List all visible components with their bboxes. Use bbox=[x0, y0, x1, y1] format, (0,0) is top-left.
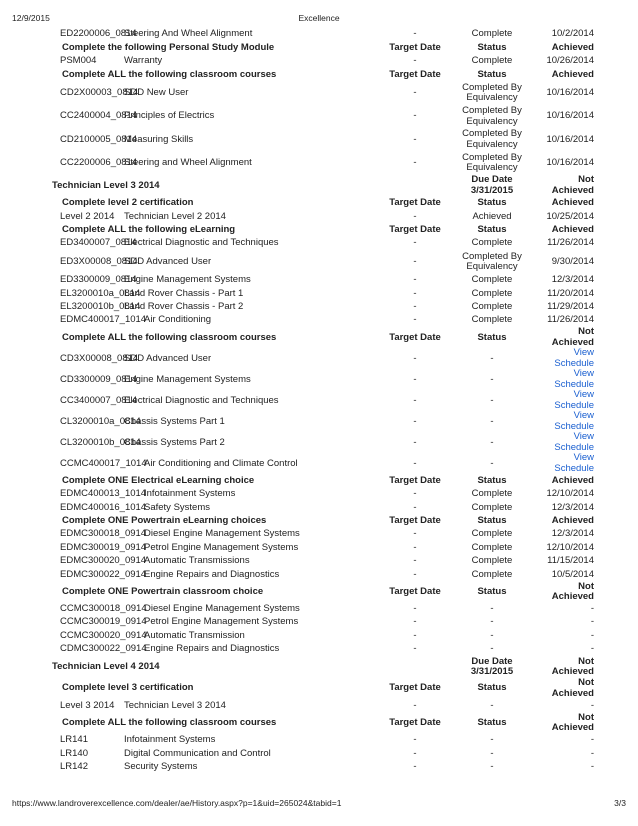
course-name: Automatic Transmissions bbox=[144, 555, 250, 567]
course-row bbox=[48, 411, 604, 432]
course-status: Complete bbox=[471, 541, 513, 553]
course-code: ED3300009_0814 bbox=[60, 274, 137, 286]
status-header: Status bbox=[477, 716, 507, 728]
course-code: CC3400007_0814 bbox=[60, 394, 138, 406]
status-header: Status bbox=[477, 68, 507, 80]
course-status: - bbox=[490, 457, 494, 469]
target-date-header: Target Date bbox=[389, 331, 441, 343]
training-history-table bbox=[48, 28, 604, 774]
course-row bbox=[48, 568, 604, 581]
course-status: - bbox=[490, 436, 494, 448]
course-cell bbox=[48, 287, 378, 300]
target-date-header: Target Date bbox=[389, 515, 441, 527]
level-title: Technician Level 3 2014 bbox=[52, 179, 160, 191]
requirement-title: Complete ONE Powertrain classroom choice bbox=[62, 585, 264, 597]
course-row bbox=[48, 55, 604, 68]
course-status: - bbox=[490, 760, 494, 772]
requirement-result: Achieved bbox=[551, 224, 594, 236]
target-date-header: Target Date bbox=[389, 68, 441, 80]
course-status: Complete bbox=[471, 237, 513, 249]
course-row bbox=[48, 28, 604, 41]
course-status: Achieved bbox=[472, 210, 512, 222]
course-status: Completed By Equivalency bbox=[462, 105, 522, 127]
course-name: Steering And Wheel Alignment bbox=[124, 28, 253, 40]
course-completion-date: 10/16/2014 bbox=[546, 110, 594, 122]
target-date-header: Target Date bbox=[389, 585, 441, 597]
status-header: Status bbox=[477, 515, 507, 527]
course-target-date: - bbox=[413, 555, 417, 567]
course-target-date: - bbox=[413, 352, 417, 364]
requirement-result: Not Achieved bbox=[551, 580, 594, 603]
course-completion-date: 10/16/2014 bbox=[546, 87, 594, 99]
course-status: - bbox=[490, 643, 494, 655]
course-code: LR142 bbox=[60, 760, 88, 772]
course-target-date: - bbox=[413, 734, 417, 746]
course-row bbox=[48, 287, 604, 300]
view-schedule-link[interactable]: View Schedule bbox=[554, 431, 594, 453]
course-code: CC2200006_0814 bbox=[60, 156, 138, 168]
course-row bbox=[48, 274, 604, 287]
course-target-date: - bbox=[413, 394, 417, 406]
level-title: Technician Level 4 2014 bbox=[52, 660, 160, 672]
course-name: Security Systems bbox=[124, 760, 198, 772]
course-status: Complete bbox=[471, 528, 513, 540]
requirement-title: Complete the following Personal Study Module bbox=[62, 41, 275, 53]
requirement-header-row bbox=[48, 327, 604, 348]
target-date-header: Target Date bbox=[389, 716, 441, 728]
course-code: CL3200010a_0814 bbox=[60, 415, 141, 427]
course-completion-date: 10/16/2014 bbox=[546, 156, 594, 168]
course-completion-date: 12/10/2014 bbox=[546, 541, 594, 553]
course-completion-date: 12/3/2014 bbox=[551, 528, 594, 540]
requirement-header-row bbox=[48, 68, 604, 81]
course-code: CD2X00003_0814 bbox=[60, 87, 139, 99]
course-target-date: - bbox=[413, 488, 417, 500]
course-completion-date: - bbox=[590, 747, 594, 759]
course-cell bbox=[48, 348, 378, 369]
course-name: Infotainment Systems bbox=[144, 488, 236, 500]
course-row bbox=[48, 616, 604, 629]
course-row bbox=[48, 760, 604, 773]
requirement-result: Achieved bbox=[551, 41, 594, 53]
status-header: Status bbox=[477, 331, 507, 343]
course-cell bbox=[48, 411, 378, 432]
level-due-date: Due Date 3/31/2015 bbox=[470, 174, 514, 196]
course-target-date: - bbox=[413, 415, 417, 427]
course-name: Land Rover Chassis - Part 1 bbox=[124, 287, 244, 299]
course-status: - bbox=[490, 394, 494, 406]
requirement-header-row bbox=[48, 224, 604, 237]
course-target-date: - bbox=[413, 603, 417, 615]
course-cell bbox=[48, 747, 378, 760]
course-code: EDMC400016_1014 bbox=[60, 501, 147, 513]
course-target-date: - bbox=[413, 373, 417, 385]
level-spacer bbox=[378, 175, 452, 197]
course-target-date: - bbox=[413, 255, 417, 267]
course-status: Completed By Equivalency bbox=[462, 151, 522, 174]
course-row bbox=[48, 432, 604, 453]
course-row bbox=[48, 152, 604, 175]
course-target-date: - bbox=[413, 301, 417, 312]
course-status: - bbox=[490, 734, 494, 746]
requirement-result: Achieved bbox=[551, 515, 594, 527]
requirement-title: Complete ALL the following classroom courses bbox=[62, 331, 277, 343]
course-target-date: - bbox=[413, 28, 417, 40]
course-target-date: - bbox=[413, 237, 417, 249]
course-target-date: - bbox=[413, 287, 417, 299]
course-row bbox=[48, 128, 604, 151]
course-row bbox=[48, 747, 604, 760]
course-name: Warranty bbox=[124, 55, 163, 67]
course-name: Engine Repairs and Diagnostics bbox=[144, 643, 280, 655]
course-status: Completed By Equivalency bbox=[462, 81, 522, 104]
requirement-title: Complete level 3 certification bbox=[62, 682, 194, 694]
course-status: - bbox=[490, 373, 494, 385]
course-completion-date: - bbox=[590, 643, 594, 655]
course-cell bbox=[48, 390, 378, 411]
course-cell bbox=[48, 734, 378, 747]
view-schedule-link[interactable]: View Schedule bbox=[554, 410, 594, 432]
course-name: Air Conditioning and Climate Control bbox=[144, 457, 298, 469]
course-row bbox=[48, 541, 604, 554]
course-status: Complete bbox=[471, 501, 513, 513]
course-row bbox=[48, 734, 604, 747]
course-name: Land Rover Chassis - Part 2 bbox=[124, 301, 244, 312]
course-cell bbox=[48, 555, 378, 568]
course-name: SDD New User bbox=[124, 87, 189, 99]
course-name: Technician Level 3 2014 bbox=[124, 699, 226, 711]
course-name: Steering and Wheel Alignment bbox=[124, 156, 252, 168]
course-cell bbox=[48, 643, 378, 656]
course-code: Level 3 2014 bbox=[60, 699, 115, 711]
course-target-date: - bbox=[413, 747, 417, 759]
course-row bbox=[48, 643, 604, 656]
course-name: Engine Repairs and Diagnostics bbox=[144, 568, 280, 580]
course-name: Measuring Skills bbox=[124, 133, 194, 145]
course-cell bbox=[48, 541, 378, 554]
course-target-date: - bbox=[413, 156, 417, 168]
course-status: - bbox=[490, 616, 494, 628]
course-cell bbox=[48, 210, 378, 223]
course-status: - bbox=[490, 603, 494, 615]
course-status: Completed By Equivalency bbox=[462, 250, 522, 273]
course-code: EDMC300020_0914 bbox=[60, 555, 147, 567]
course-row bbox=[48, 699, 604, 712]
page-number: 3/3 bbox=[614, 798, 626, 808]
course-row bbox=[48, 488, 604, 501]
target-date-header: Target Date bbox=[389, 682, 441, 694]
course-target-date: - bbox=[413, 629, 417, 641]
course-cell bbox=[48, 432, 378, 453]
requirement-title: Complete level 2 certification bbox=[62, 197, 194, 209]
target-date-header: Target Date bbox=[389, 224, 441, 236]
course-row bbox=[48, 629, 604, 642]
course-cell bbox=[48, 128, 378, 151]
course-completion-date: - bbox=[590, 734, 594, 746]
course-completion-date: 10/25/2014 bbox=[546, 210, 594, 222]
course-completion-date: 11/15/2014 bbox=[547, 555, 594, 567]
course-row bbox=[48, 390, 604, 411]
course-code: CC2400004_0814 bbox=[60, 110, 138, 122]
course-target-date: - bbox=[413, 541, 417, 553]
course-row bbox=[48, 348, 604, 369]
course-name: Digital Communication and Control bbox=[124, 747, 271, 759]
course-cell bbox=[48, 28, 378, 41]
course-code: CCMC400017_1014 bbox=[60, 457, 147, 469]
course-name: Automatic Transmission bbox=[144, 629, 245, 641]
course-name: Diesel Engine Management Systems bbox=[144, 528, 300, 540]
view-schedule-link[interactable]: View Schedule bbox=[554, 389, 594, 411]
course-status: - bbox=[490, 352, 494, 364]
course-completion-date: 12/10/2014 bbox=[546, 488, 594, 500]
course-cell bbox=[48, 55, 378, 68]
target-date-header: Target Date bbox=[389, 41, 441, 53]
level-header-row bbox=[48, 656, 604, 678]
requirement-result: Not Achieved bbox=[551, 711, 594, 734]
course-cell bbox=[48, 629, 378, 642]
status-header: Status bbox=[477, 682, 507, 694]
course-status: - bbox=[490, 415, 494, 427]
status-header: Status bbox=[477, 41, 507, 53]
status-header: Status bbox=[477, 474, 507, 486]
status-header: Status bbox=[477, 197, 507, 209]
course-completion-date: - bbox=[590, 760, 594, 772]
requirement-title: Complete ALL the following classroom courses bbox=[62, 716, 277, 728]
course-cell bbox=[48, 501, 378, 514]
course-status: Complete bbox=[471, 488, 513, 500]
level-result: Not Achieved bbox=[551, 655, 594, 678]
course-completion-date: - bbox=[590, 603, 594, 615]
course-cell bbox=[48, 616, 378, 629]
course-status: Complete bbox=[471, 274, 513, 286]
requirement-header-row bbox=[48, 582, 604, 603]
course-status: - bbox=[490, 629, 494, 641]
requirement-header-row bbox=[48, 713, 604, 734]
course-target-date: - bbox=[413, 210, 417, 222]
course-completion-date: - bbox=[590, 616, 594, 628]
course-status: Complete bbox=[471, 314, 513, 326]
requirement-result: Not Achieved bbox=[551, 677, 594, 699]
course-target-date: - bbox=[413, 528, 417, 540]
course-cell bbox=[48, 488, 378, 501]
course-status: Completed By Equivalency bbox=[462, 128, 522, 150]
course-cell bbox=[48, 568, 378, 581]
requirement-result: Achieved bbox=[551, 68, 594, 80]
requirement-title: Complete ALL the following eLearning bbox=[62, 224, 236, 236]
course-target-date: - bbox=[413, 110, 417, 122]
requirement-header-row bbox=[48, 41, 604, 54]
course-completion-date: - bbox=[590, 629, 594, 641]
course-status: Complete bbox=[471, 568, 513, 580]
page-url: https://www.landroverexcellence.com/dealer/ae/History.aspx?p=1&uid=265024&tabid=1 bbox=[12, 798, 342, 808]
course-row bbox=[48, 528, 604, 541]
course-code: EDMC400017_1014 bbox=[60, 314, 147, 326]
course-name: Infotainment Systems bbox=[124, 734, 216, 746]
course-target-date: - bbox=[413, 457, 417, 469]
course-completion-date: 11/20/2014 bbox=[547, 287, 594, 299]
course-completion-date: 11/29/2014 bbox=[547, 301, 594, 312]
course-name: Chassis Systems Part 2 bbox=[124, 436, 225, 448]
course-status: - bbox=[490, 699, 494, 711]
course-completion-date: 11/26/2014 bbox=[547, 237, 594, 249]
course-cell bbox=[48, 314, 378, 327]
course-name: Electrical Diagnostic and Techniques bbox=[124, 394, 279, 406]
course-code: CCMC300020_0914 bbox=[60, 629, 147, 641]
course-name: Petrol Engine Management Systems bbox=[144, 541, 299, 553]
course-name: Engine Management Systems bbox=[124, 274, 251, 286]
course-cell bbox=[48, 528, 378, 541]
course-code: EDMC300019_0914 bbox=[60, 541, 147, 553]
course-target-date: - bbox=[413, 314, 417, 326]
course-row bbox=[48, 369, 604, 390]
course-row bbox=[48, 250, 604, 273]
course-cell bbox=[48, 369, 378, 390]
course-name: Petrol Engine Management Systems bbox=[144, 616, 299, 628]
course-name: SDD Advanced User bbox=[124, 255, 212, 267]
course-status: Complete bbox=[471, 28, 513, 40]
course-row bbox=[48, 82, 604, 105]
course-cell bbox=[48, 250, 378, 273]
course-code: EDMC300022_0914 bbox=[60, 568, 147, 580]
course-target-date: - bbox=[413, 643, 417, 655]
course-target-date: - bbox=[413, 133, 417, 145]
course-code: CD2100005_0814 bbox=[60, 133, 138, 145]
course-cell bbox=[48, 105, 378, 128]
course-name: Electrical Diagnostic and Techniques bbox=[124, 237, 279, 249]
course-cell bbox=[48, 699, 378, 712]
target-date-header: Target Date bbox=[389, 474, 441, 486]
course-target-date: - bbox=[413, 55, 417, 67]
course-completion-date: 10/2/2014 bbox=[551, 28, 594, 40]
course-completion-date: 10/5/2014 bbox=[551, 568, 594, 580]
course-row bbox=[48, 501, 604, 514]
course-row bbox=[48, 453, 604, 474]
course-cell bbox=[48, 152, 378, 175]
requirement-result: Achieved bbox=[551, 197, 594, 209]
course-name: Technician Level 2 2014 bbox=[124, 210, 226, 222]
level-spacer bbox=[378, 656, 452, 678]
target-date-header: Target Date bbox=[389, 197, 441, 209]
course-code: CD3X00008_0814 bbox=[60, 352, 139, 364]
course-code: EL3200010b_0814 bbox=[60, 301, 141, 312]
level-result: Not Achieved bbox=[551, 174, 594, 196]
course-completion-date: 9/30/2014 bbox=[551, 255, 594, 267]
course-target-date: - bbox=[413, 501, 417, 513]
course-cell bbox=[48, 82, 378, 105]
course-completion-date: 12/3/2014 bbox=[551, 274, 594, 286]
course-code: EDMC400013_1014 bbox=[60, 488, 147, 500]
course-code: EDMC300018_0914 bbox=[60, 528, 147, 540]
course-code: CD3300009_0814 bbox=[60, 373, 138, 385]
course-completion-date: - bbox=[590, 699, 594, 711]
course-completion-date: 11/26/2014 bbox=[547, 314, 594, 326]
requirement-header-row bbox=[48, 678, 604, 699]
requirement-title: Complete ONE Powertrain eLearning choices bbox=[62, 515, 267, 527]
requirement-title: Complete ALL the following classroom courses bbox=[62, 68, 277, 80]
requirement-result: Achieved bbox=[551, 474, 594, 486]
requirement-title: Complete ONE Electrical eLearning choice bbox=[62, 474, 255, 486]
requirement-result: Not Achieved bbox=[551, 326, 594, 348]
level-header-row bbox=[48, 175, 604, 197]
print-header bbox=[12, 13, 626, 27]
course-code: LR140 bbox=[60, 747, 88, 759]
course-completion-date: 10/26/2014 bbox=[546, 55, 594, 67]
requirement-header-row bbox=[48, 515, 604, 528]
course-target-date: - bbox=[413, 436, 417, 448]
course-completion-date: 12/3/2014 bbox=[551, 501, 594, 513]
view-schedule-link[interactable]: View Schedule bbox=[554, 452, 594, 474]
course-completion-date: 10/16/2014 bbox=[546, 133, 594, 145]
course-code: LR141 bbox=[60, 734, 88, 746]
course-cell bbox=[48, 453, 378, 474]
course-status: Complete bbox=[471, 55, 513, 67]
requirement-header-row bbox=[48, 197, 604, 210]
course-code: ED2200006_0814 bbox=[60, 28, 137, 40]
course-status: Complete bbox=[471, 555, 513, 567]
course-code: PSM004 bbox=[60, 55, 97, 67]
status-header: Status bbox=[477, 585, 507, 597]
print-date: 12/9/2015 bbox=[12, 13, 50, 23]
course-name: Diesel Engine Management Systems bbox=[144, 603, 300, 615]
requirement-header-row bbox=[48, 474, 604, 487]
course-row bbox=[48, 603, 604, 616]
course-code: CCMC300018_0914 bbox=[60, 603, 147, 615]
course-code: CDMC300022_0914 bbox=[60, 643, 147, 655]
course-row bbox=[48, 555, 604, 568]
course-target-date: - bbox=[413, 760, 417, 772]
course-cell bbox=[48, 301, 378, 314]
course-target-date: - bbox=[413, 568, 417, 580]
course-name: SDD Advanced User bbox=[124, 352, 212, 364]
level-due-date: Due Date 3/31/2015 bbox=[470, 655, 514, 678]
course-name: Principles of Electrics bbox=[124, 110, 215, 122]
course-cell bbox=[48, 760, 378, 773]
course-target-date: - bbox=[413, 616, 417, 628]
course-target-date: - bbox=[413, 274, 417, 286]
course-status: Complete bbox=[471, 301, 513, 312]
course-name: Chassis Systems Part 1 bbox=[124, 415, 225, 427]
course-row bbox=[48, 301, 604, 314]
course-row bbox=[48, 314, 604, 327]
page-title: Excellence bbox=[298, 13, 340, 23]
course-row bbox=[48, 237, 604, 250]
course-row bbox=[48, 105, 604, 128]
course-cell bbox=[48, 603, 378, 616]
course-code: CCMC300019_0914 bbox=[60, 616, 147, 628]
status-header: Status bbox=[477, 224, 507, 236]
course-name: Air Conditioning bbox=[144, 314, 212, 326]
course-code: EL3200010a_0814 bbox=[60, 287, 141, 299]
view-schedule-link[interactable]: View Schedule bbox=[554, 347, 594, 369]
course-status: Complete bbox=[471, 287, 513, 299]
course-cell bbox=[48, 237, 378, 250]
view-schedule-link[interactable]: View Schedule bbox=[554, 368, 594, 390]
course-target-date: - bbox=[413, 87, 417, 99]
course-cell bbox=[48, 274, 378, 287]
course-name: Safety Systems bbox=[144, 501, 210, 513]
course-status: - bbox=[490, 747, 494, 759]
course-code: Level 2 2014 bbox=[60, 210, 115, 222]
course-row bbox=[48, 210, 604, 223]
course-code: ED3X00008_0814 bbox=[60, 255, 138, 267]
course-target-date: - bbox=[413, 699, 417, 711]
course-code: CL3200010b_0814 bbox=[60, 436, 141, 448]
course-name: Engine Management Systems bbox=[124, 373, 251, 385]
course-code: ED3400007_0814 bbox=[60, 237, 137, 249]
